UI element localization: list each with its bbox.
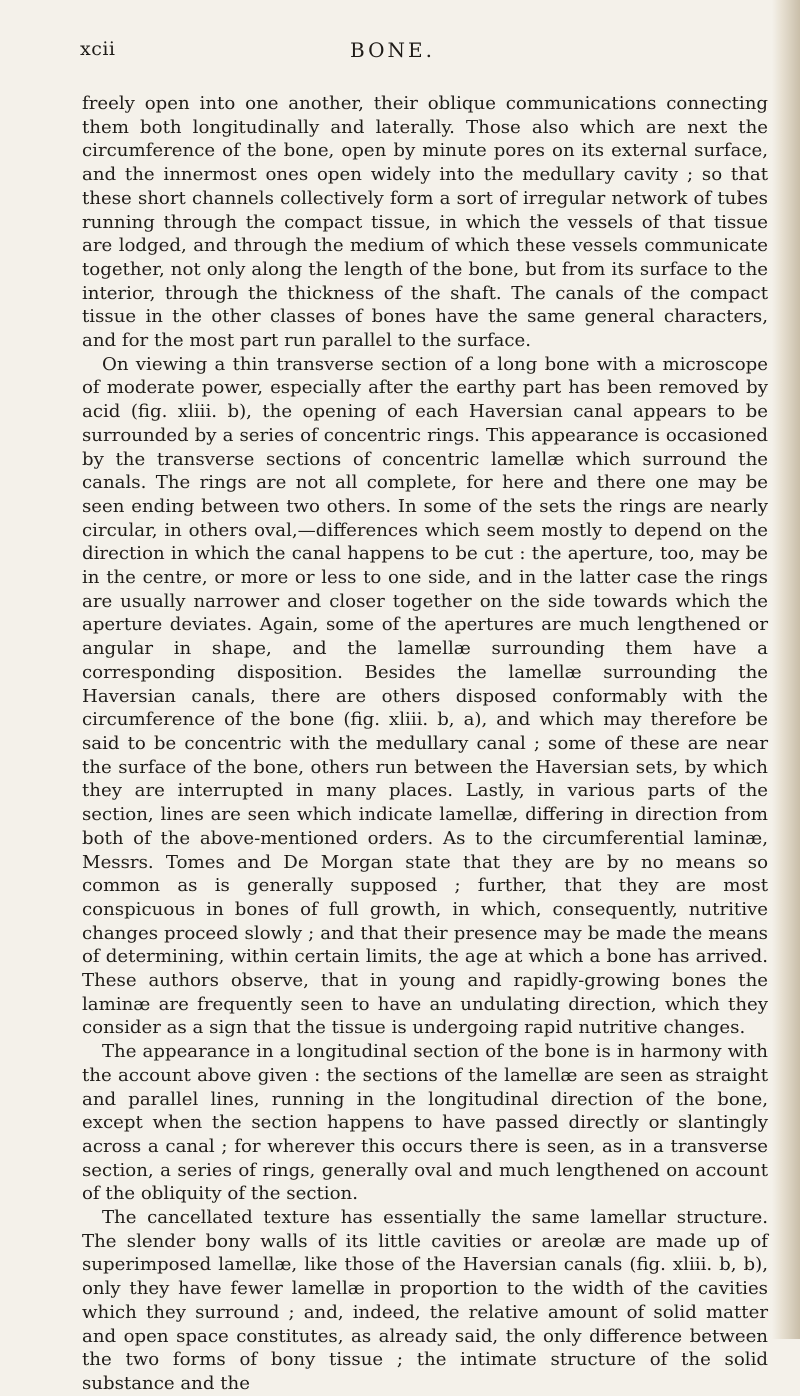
paragraph-4: The cancellated texture has essentially the same lamellar structure. The slender bony walls of its little cavities or areolæ are made up of superimposed lamellæ, like those of the Haversian canals (fig. xliii. b, b), only they have fewer lamellæ in proportion to the width of the cavities which they surround ; and, indeed, the relative amount of solid matter and open space constitutes, as already said, the only difference between the two forms of bony tissue ; the intimate structure of the solid substance and the [82,1207,768,1394]
paragraph-3: The appearance in a longitudinal section of the bone is in harmony with the account above given : the sections of the lamellæ are seen as straight and parallel lines, running in the longitudinal direction of the bone, except when the section happens to have passed directly or slantingly across a canal ; for wherever this occurs there is seen, as in a transverse section, a series of rings, generally oval and much lengthened on account of the obliquity of the section. [82,1041,768,1205]
paragraph-2: On viewing a thin transverse section of a long bone with a microscope of moderate power, especially after the earthy part has been removed by acid (fig. xliii. b), the opening of each Haversian canal appears to be surrounded by a series of concentric rings. This appearance is occasioned by the transverse sections of concentric lamellæ which surround the canals. The rings are not all complete, for here and there one may be seen ending between two others. In some of the sets the rings are nearly circular, in others oval,—differences which seem mostly to depend on the direction in which the canal happens to be cut : the aperture, too, may be in the centre, or more or less to one side, and in the latter case the rings are usually narrower and closer together on the side towards which the aperture deviates. Again, some of the apertures are much lengthened or angular in shape, and the lamellæ surrounding them have a corresponding disposition. Besides the lamellæ surrounding the Haversian canals, there are others disposed conformably with the circumference of the bone (fig. xliii. b, a), and which may therefore be said to be concentric with the medullary canal ; some of these are near the surface of the bone, others run between the Haversian sets, by which they are interrupted in many places. Lastly, in various parts of the section, lines are seen which indicate lamellæ, differing in direction from both of the above-mentioned orders. As to the circumferential laminæ, Messrs. Tomes and De Morgan state that they are by no means so common as is generally supposed ; further, that they are most conspicuous in bones of full growth, in which, consequently, nutritive changes proceed slowly ; and that their presence may be made the means of determining, within certain limits, the age at which a bone has arrived. These authors observe, that in young and rapidly-growing bones the laminæ are frequently seen to have an undulating direction, which they consider as a sign that the tissue is undergoing rapid nutritive changes. [82,353,768,1039]
paragraph-1: freely open into one another, their oblique communications connecting them both longitudinally and laterally. Those also which are next the circumference of the bone, open by minute pores on its external surface, and the innermost ones open widely into the medullary cavity ; so that these short channels collectively form a sort of irregular network of tubes running through the compact tissue, in which the vessels of that tissue are lodged, and through the medium of which these vessels communicate together, not only along the length of the bone, but from its surface to the interior, through the thickness of the shaft. The canals of the compact tissue in the other classes of bones have the same general characters, and for the most part run parallel to the surface. [82,93,768,352]
page-header [80,38,770,78]
running-head: BONE. [350,38,435,62]
page-number: xcii [80,38,116,60]
page-edge-shadow [772,0,800,1339]
body-text [82,92,768,1396]
